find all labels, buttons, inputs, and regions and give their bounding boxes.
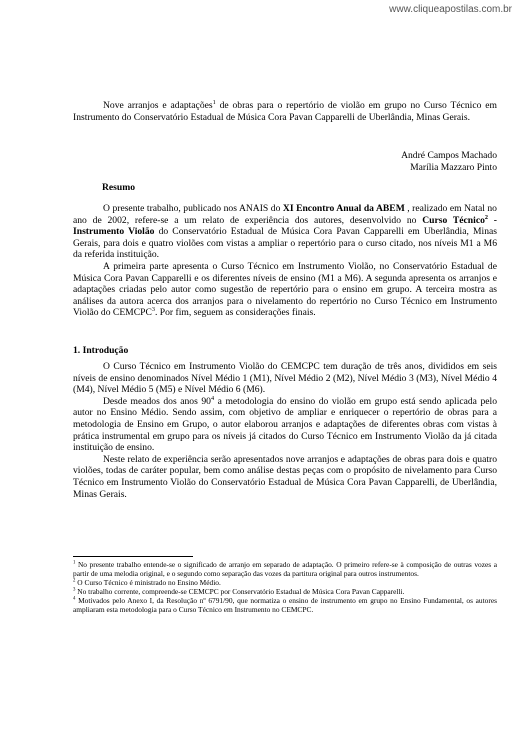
footnote-number: 1	[73, 560, 76, 566]
author-block	[73, 150, 497, 173]
footnote-number: 2	[73, 578, 76, 584]
text: , realizado em Natal no ano de 2002, refere-se a um relato de experiência dos autores, desenvolvido no	[73, 203, 497, 226]
footnote-text: Motivados pelo Anexo I, da Resolução nº 6791/90, que normatiza o ensino de instrumento em grupo no Ensino Fundamental, os autores ampliaram esta metodologia para o Curso Técnico em Instrumento no CEMCPC.	[73, 596, 497, 614]
intro-paragraph: Neste relato de experiência serão apresentados nove arranjos e adaptações de obras para dois e quatro violões, todas de caráter popular, bem como análise destas peças com o propósito de nivelamento para Curso Técnico em Instrumento Violão do Conservatório Estadual de Música Cora Pavan Capparelli, de Uberlândia, Minas Gerais.	[73, 453, 497, 500]
author-name: Marília Mazzaro Pinto	[410, 161, 497, 173]
footnote-number: 4	[73, 596, 76, 602]
text: A primeira parte apresenta o Curso Técnico em Instrumento Violão, no Conservatório Estadual de Música Cora Pavan Capparelli e os diferentes níveis de ensino (M1 a M6). A segunda apresenta os arranjos e adaptações criadas pelo autor como sugestão de repertório para o ensino em grupo. A terceira mostra as análises da autora acerca dos arranjos para o nivelamento do repertório no Curso Técnico em Instrumento Violão do CEMCPC	[73, 260, 497, 319]
event-name: XI Encontro Anual da ABEM	[282, 203, 405, 214]
section-heading: 1. Introdução	[73, 345, 129, 356]
footnote	[73, 560, 497, 578]
footnote	[73, 596, 497, 614]
intro-paragraph	[73, 396, 497, 454]
footnote-ref-1: 1	[212, 98, 216, 106]
course-name: - Instrumento Violão	[73, 214, 497, 238]
text: O presente trabalho, publicado nos ANAIS do	[103, 203, 283, 214]
footnote	[73, 578, 497, 587]
site-url[interactable]: www.cliqueapostilas.com.br	[389, 4, 512, 15]
text: Desde meados dos anos 90	[103, 395, 211, 407]
document-title	[73, 100, 497, 123]
footnote-text: No presente trabalho entende-se o significado de arranjo em separado de adaptação. O primeiro refere-se à composição de outras vozes a partir de uma melodia original, e o segundo como separação das vozes da partitura original para outros instrumentos.	[73, 560, 497, 578]
introduction-body	[73, 361, 497, 500]
footnote-separator	[73, 556, 193, 557]
text: . Por fim, seguem as considerações finais.	[154, 307, 316, 319]
footnote-ref-4: 4	[210, 394, 215, 402]
footnote-ref-3: 3	[151, 306, 155, 314]
title-text-start: Nove arranjos e adaptações	[103, 100, 213, 111]
abstract-body	[73, 203, 497, 319]
footnote-text: No trabalho corrente, compreende-se CEMCPC por Conservatório Estadual de Música Cora Pavan Capparelli.	[75, 587, 405, 596]
course-name: Curso Técnico	[422, 214, 485, 226]
footnotes	[73, 560, 497, 614]
footnote-number: 3	[73, 587, 76, 593]
title-text-end: de obras para o repertório de violão em grupo no Curso Técnico em Instrumento do Conservatório Estadual de Música Cora Pavan Capparelli de Uberlândia, Minas Gerais.	[73, 100, 497, 123]
text: do Conservatório Estadual de Música Cora Pavan Capparelli em Uberlândia, Minas Gerais, para dois e quatro violões com vistas a ampliar o repertório para o curso citado, nos níveis M1 a M6 da referida instituição.	[73, 226, 497, 261]
author-name: André Campos Machado	[401, 150, 497, 161]
abstract-paragraph	[73, 261, 497, 319]
text: a metodologia do ensino do violão em grupo está sendo aplicada pelo autor no Ensino Médio. Sendo assim, com objetivo de ampliar e enriquecer o repertório de obras para a metodologia de Ensino em Grupo, o autor elaborou arranjos e adaptações de diferentes obras com vistas à prática instrumental em grupo para os níveis já citados do Curso Técnico em Instrumento Violão da já citada instituição de ensino.	[73, 395, 497, 454]
footnote-text: O Curso Técnico é ministrado no Ensino Médio.	[75, 578, 221, 587]
abstract-heading: Resumo	[102, 182, 136, 193]
footnote-ref-2: 2	[484, 213, 488, 221]
intro-paragraph: O Curso Técnico em Instrumento Violão do CEMCPC tem duração de três anos, divididos em seis níveis de ensino denominados Nível Médio 1 (M1), Nível Médio 2 (M2), Nível Médio 3 (M3), Nível Médio 4 (M4), Nível Médio 5 (M5) e Nível Médio 6 (M6).	[73, 361, 497, 396]
abstract-paragraph	[73, 203, 497, 261]
footnote	[73, 587, 497, 596]
